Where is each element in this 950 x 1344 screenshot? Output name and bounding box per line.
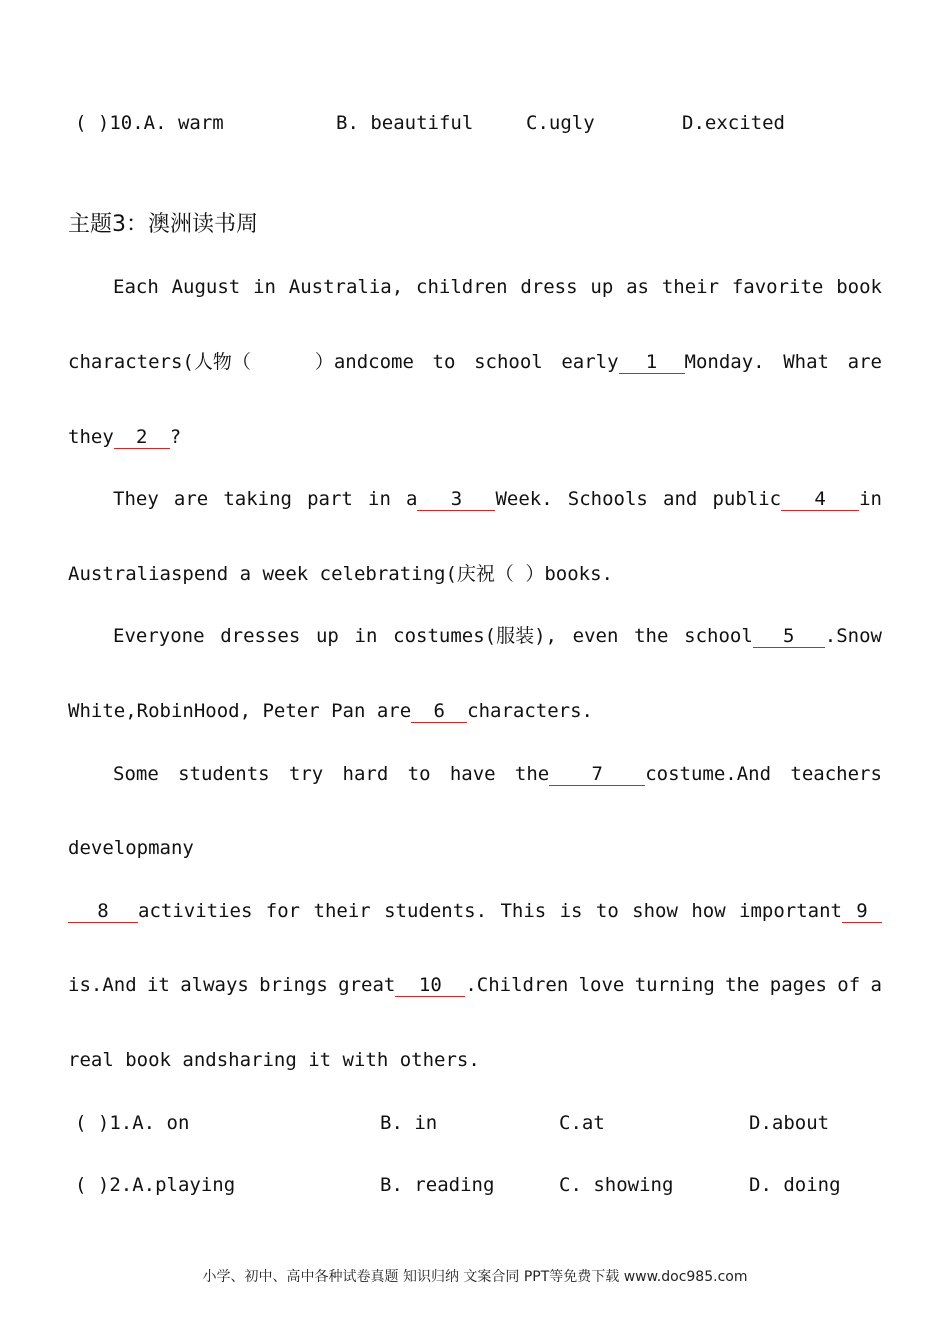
- passage-line-2: characters(人物（ ）andcome to school early 1 Monday. What are: [68, 351, 882, 373]
- q10-stem: ( )10.A. warm: [75, 112, 224, 134]
- blank-1[interactable]: 1: [619, 351, 685, 374]
- blank-4[interactable]: 4: [781, 488, 859, 511]
- q10-option-c: C.ugly: [526, 112, 595, 134]
- q2-option-b: B. reading: [380, 1174, 495, 1196]
- page-footer: 小学、初中、高中各种试卷真题 知识归纳 文案合同 PPT等免费下载 www.doc985.com: [202, 1269, 748, 1285]
- q2-option-c: C. showing: [559, 1174, 674, 1196]
- passage-line-9: developmany: [68, 837, 194, 859]
- q1-stem: ( )1.A. on: [75, 1112, 190, 1134]
- q10-option-b: B. beautiful: [336, 112, 474, 134]
- blank-10[interactable]: 10: [395, 974, 465, 997]
- q2-stem: ( )2.A.playing: [75, 1174, 236, 1196]
- passage-line-5: Australiaspend a week celebrating(庆祝（ ）books.: [68, 563, 613, 585]
- blank-8[interactable]: 8: [68, 900, 138, 923]
- passage-line-12: real book andsharing it with others.: [68, 1049, 480, 1071]
- section-heading: 主题3：澳洲读书周: [68, 212, 258, 237]
- blank-7[interactable]: 7: [549, 763, 645, 786]
- passage-line-8: Some students try hard to have the 7 costume.And teachers: [113, 763, 882, 785]
- passage-line-6: Everyone dresses up in costumes(服装), even the school 5 .Snow: [113, 625, 882, 647]
- passage-line-4: They are taking part in a 3 Week. Schools and public 4 in: [113, 488, 882, 510]
- blank-3[interactable]: 3: [417, 488, 495, 511]
- q1-option-b: B. in: [380, 1112, 438, 1134]
- blank-6[interactable]: 6: [411, 700, 467, 723]
- passage-line-1: Each August in Australia, children dress up as their favorite book: [113, 276, 882, 298]
- blank-5[interactable]: 5: [753, 625, 825, 648]
- q2-option-d: D. doing: [749, 1174, 841, 1196]
- q1-option-c: C.at: [559, 1112, 605, 1134]
- passage-line-10: 8 activities for their students. This is to show how important 9: [68, 898, 882, 924]
- q1-option-d: D.about: [749, 1112, 830, 1134]
- blank-2[interactable]: 2: [114, 426, 170, 449]
- passage-line-3: they 2 ?: [68, 426, 182, 448]
- q10-option-d: D.excited: [682, 112, 785, 134]
- passage-line-7: White,RobinHood, Peter Pan are 6 characters.: [68, 700, 594, 722]
- passage-line-11: is.And it always brings great 10 .Children love turning the pages of a: [68, 974, 882, 996]
- blank-9[interactable]: 9: [842, 900, 882, 923]
